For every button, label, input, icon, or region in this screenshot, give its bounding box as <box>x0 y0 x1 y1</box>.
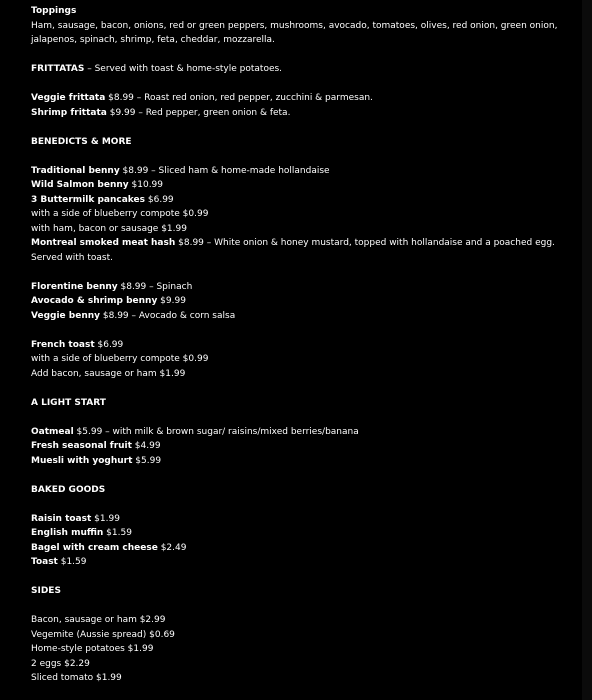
spacer <box>31 149 561 164</box>
menu-item <box>31 91 561 106</box>
spacer <box>31 323 561 338</box>
toppings-heading: Toppings <box>31 6 77 16</box>
item-name: Muesli with yoghurt <box>31 455 133 466</box>
item-detail: $6.99 <box>145 194 174 205</box>
spacer <box>31 468 561 483</box>
baked-goods-heading: BAKED GOODS <box>31 484 106 495</box>
scroll-gutter <box>582 0 592 700</box>
item-name: Raisin toast <box>31 513 92 524</box>
item-detail: $4.99 <box>131 441 161 451</box>
side-item: 2 eggs $2.29 <box>31 658 90 669</box>
menu-item <box>31 193 561 208</box>
item-name: Montreal smoked meat hash <box>31 238 176 248</box>
item-option: Add bacon, sausage or ham $1.99 <box>31 368 186 379</box>
item-name: Florentine benny <box>31 281 118 292</box>
item-detail: $5.99 – with milk & brown sugar/ raisins/mixed berries/banana <box>73 426 359 437</box>
spacer <box>31 381 561 396</box>
item-detail: $1.99 <box>91 513 120 524</box>
item-name: Avocado & shrimp benny <box>31 296 158 306</box>
item-detail: $10.99 <box>128 180 164 190</box>
frittatas-heading-line <box>31 62 561 77</box>
side-item: Vegemite (Aussie spread) $0.69 <box>31 629 175 640</box>
frittatas-heading: FRITTATAS <box>31 64 85 74</box>
item-name: French toast <box>31 339 95 350</box>
item-detail: $8.99 – Avocado & corn salsa <box>100 310 236 321</box>
side-item: Bacon, sausage or ham $2.99 <box>31 615 166 625</box>
menu-item <box>31 280 561 295</box>
item-name: Toast <box>31 557 58 567</box>
menu-item <box>31 439 561 454</box>
item-name: Oatmeal <box>31 426 74 437</box>
frittatas-heading-note: – Served with toast & home-style potatoes. <box>84 64 283 74</box>
menu-item <box>31 555 561 570</box>
item-detail: $1.59 <box>57 557 87 567</box>
item-detail: $9.99 – Red pepper, green onion & feta. <box>106 107 291 118</box>
item-name: Traditional benny <box>31 165 120 176</box>
item-detail: $2.49 <box>157 542 187 553</box>
item-name: Bagel with cream cheese <box>31 542 158 553</box>
side-item: Home-style potatoes $1.99 <box>31 644 154 654</box>
menu-item <box>31 526 561 541</box>
item-detail: $8.99 – Spinach <box>117 281 193 292</box>
item-detail: $9.99 <box>157 296 186 306</box>
item-detail: $5.99 <box>132 455 162 466</box>
menu-item <box>31 178 561 193</box>
menu-content <box>31 4 561 686</box>
item-name: Shrimp frittata <box>31 107 107 118</box>
item-detail: $8.99 – Roast red onion, red pepper, zucchini & parmesan. <box>105 93 373 103</box>
light-start-heading: A LIGHT START <box>31 397 106 408</box>
spacer <box>31 410 561 425</box>
item-name: Veggie benny <box>31 310 101 321</box>
toppings-line-2: jalapenos, spinach, shrimp, feta, cheddar, mozzarella. <box>31 35 275 45</box>
item-name: English muffin <box>31 528 104 538</box>
item-detail-continued: Served with toast. <box>31 252 113 263</box>
item-option: with a side of blueberry compote $0.99 <box>31 354 209 364</box>
item-option: with a side of blueberry compote $0.99 <box>31 209 209 219</box>
item-detail: $6.99 <box>94 339 124 350</box>
item-detail: $1.59 <box>103 528 132 538</box>
item-name: 3 Buttermilk pancakes <box>31 194 146 205</box>
item-name: Veggie frittata <box>31 93 106 103</box>
spacer <box>31 265 561 280</box>
toppings-line-1: Ham, sausage, bacon, onions, red or green peppers, mushrooms, avocado, tomatoes, olives, red onion, green onion, <box>31 20 558 31</box>
menu-item <box>31 454 561 469</box>
item-detail: $8.99 – Sliced ham & home-made hollandaise <box>119 165 330 176</box>
spacer <box>31 599 561 614</box>
menu-item <box>31 236 561 251</box>
menu-item <box>31 425 561 440</box>
menu-item <box>31 106 561 121</box>
benedicts-heading: BENEDICTS & MORE <box>31 136 132 147</box>
item-option: with ham, bacon or sausage $1.99 <box>31 223 187 234</box>
menu-item <box>31 309 561 324</box>
item-detail: $8.99 – White onion & honey mustard, topped with hollandaise and a poached egg. <box>175 238 555 248</box>
side-item: Sliced tomato $1.99 <box>31 673 122 683</box>
spacer <box>31 120 561 135</box>
menu-item <box>31 294 561 309</box>
menu-item <box>31 338 561 353</box>
spacer <box>31 48 561 63</box>
menu-item <box>31 541 561 556</box>
menu-item <box>31 512 561 527</box>
spacer <box>31 570 561 585</box>
item-name: Fresh seasonal fruit <box>31 441 132 451</box>
spacer <box>31 77 561 92</box>
item-name: Wild Salmon benny <box>31 180 129 190</box>
menu-item <box>31 164 561 179</box>
spacer <box>31 497 561 512</box>
sides-heading: SIDES <box>31 586 61 596</box>
